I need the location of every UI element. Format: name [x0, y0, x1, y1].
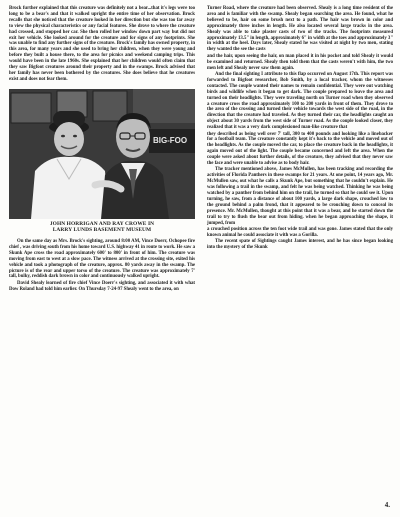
paragraph: they described as being well over 7' tall, 300 to 400 pounds and looking like a linebacker for a football team. The creature constantly kept it's back to the vehicle and moved out of the headlights. As the couple moved the car, to place the creature back in the headlights, it again moved out of the light. The couple became concerned and left the area. When the couple were asked about further details, of the creature, they advised that they never saw the face and were unable to advise as to body hair. [207, 131, 393, 167]
paragraph: The tracker mentioned above, James McMullen, has been tracking and recording the activities of Florida Panthers in these swamps for 21 years. At one point, 14 years ago, Mr. McMullen saw, out what he calls a Skunk Ape, but something that he couldn't explain. He was following a trail in the swamp, and felt he was being watched. Thinking he was being watched by a panther from behind him on the trail, he turned so that he could see it. Upon turning, he saw, from a distance of about 100 yards, a large dark shape, crouched low to the ground behind a palm frond, that it appeared to be crouching down to conceal its presence. Mr. McMullen, thought at this point that it was a bear, and he started down the trail to try to flush the bear out from hiding. when he began approaching the shape, it jumped, from [207, 167, 393, 226]
paragraph: David Shealy learned of fire chief Vince Doerr's sighting, and associated it with what Dow Roland had told him earlier. On Thursday 7-24-97 Shealy went to the area, on [9, 280, 195, 292]
photo-illustration [9, 89, 195, 219]
museum-sign-text: BIG-FOO [153, 135, 188, 145]
caption-line: JOHN HORRIGAN AND RAY CROWE IN [49, 220, 155, 227]
page-number: 4. [384, 501, 390, 509]
photo-figure [9, 89, 195, 234]
photo-caption [9, 221, 195, 234]
paragraph: a crouched position across the ten foot wide trail and was gone. James stated that the only known animal he could associate it with was a Gorilla. [207, 227, 393, 238]
newsletter-page [6, 6, 394, 511]
photo-horrigan-crowe [9, 89, 195, 219]
paragraph: And the final sighting I attribute to this flap occurred on August 17th. This report was forwarded to Bigfoot researcher, Bob Smith, by a local tracker, whom the witnesses contacted. The couple wanted their names to remain confidential. They were out watching birds and wildlife when it began to get dark. The couple prepared to leave the area and turned on their headlights. They were traveling north on Turner road when they observed a creature cross the road approximately 100 to 200 yards in front of them. They drove to the area of the crossing and turned their vehicle towards the west side of the road, in the direction that the creature had traveled. As they turned their car, the headlights caught an object about 30 yards from the west side of Turner road. As the couple looked closer, they realized that it was a very dark complexioned man-like creature that [207, 71, 393, 131]
paragraph: The recent spate of Sightings caught James interest, and he has since began looking into the mystery of the Skunk [207, 239, 393, 251]
paragraph: Turner Road, where the creature had been observed. Shealy is a long time resident of the area and is familiar with the swamp. Shealy began searching the area. He found, what he believed to be, hair on some brush next to a path. The hair was brown in color and approximately three inches in length. He also located several large tracks in the area. Shealy was able to take plaster casts of two of the tracks. The footprints measured approximately 13.5" in length, approximately 6" in width at the toes and approximately 3" in width at the heel. Days later, Shealy stated he was visited at night by two men, stating they wanted the see the casts [207, 6, 393, 53]
paragraph: On the same day as Mrs. Brock's sighting, around 8:00 AM, Vince Doerr, Ochopee fire chief , was driving south from his home toward U.S. highway 41 in route to work. He saw a Skunk Ape cross the road approximately 600' to 800' in front of him. The creature was moving from east to west at a slow pace. The witness arrived at the crossing site, exited his vehicle and took a photograph of the creature, approx. 80 yards away in the swamp. The picture is of the rear and upper torso of the creature. The creature was approximately 7' tall, bulky, reddish dark brown in color and continuously walked upright. [9, 238, 195, 280]
paragraph: and the hair, upon seeing the hair, on man placed it in his pocket and told Shealy it would be examined and returned. Shealy then told them that the casts weren't with him, the two men left and Shealy never saw them again. [207, 53, 393, 71]
caption-line: LARRY LUNDS BASEMENT MUSEUM [52, 227, 152, 234]
right-column [207, 6, 393, 251]
left-column [9, 6, 195, 293]
paragraph: Brock further explained that this creature was definitely not a bear...that it's legs were too long to be a bear's and that it walked upright the entire time of her observation. Brock recalls that she noticed that the creature looked in her direction but she was too far away to view the physical characteristics or any facial features. She drove to where the creature had crossed, and stopped her car. She then rolled her window down part way but did not exit her vehicle. She looked around for the creature and for signs of any footprints. She was unable to find any further signs of the creature. Brock's family has owned property, in this area, for many years and she used to bring her children, when they were young and before they built a house there, to the area for picnics and weekend camping trips. This would have been in the late 1960s. She explained that her children would often claim that they saw Bigfoot creatures around their property and in the swamps. Brock advised that her family has never been bothered by the creatures. She does believe that he creatures exist and does not fear them. [9, 6, 195, 82]
